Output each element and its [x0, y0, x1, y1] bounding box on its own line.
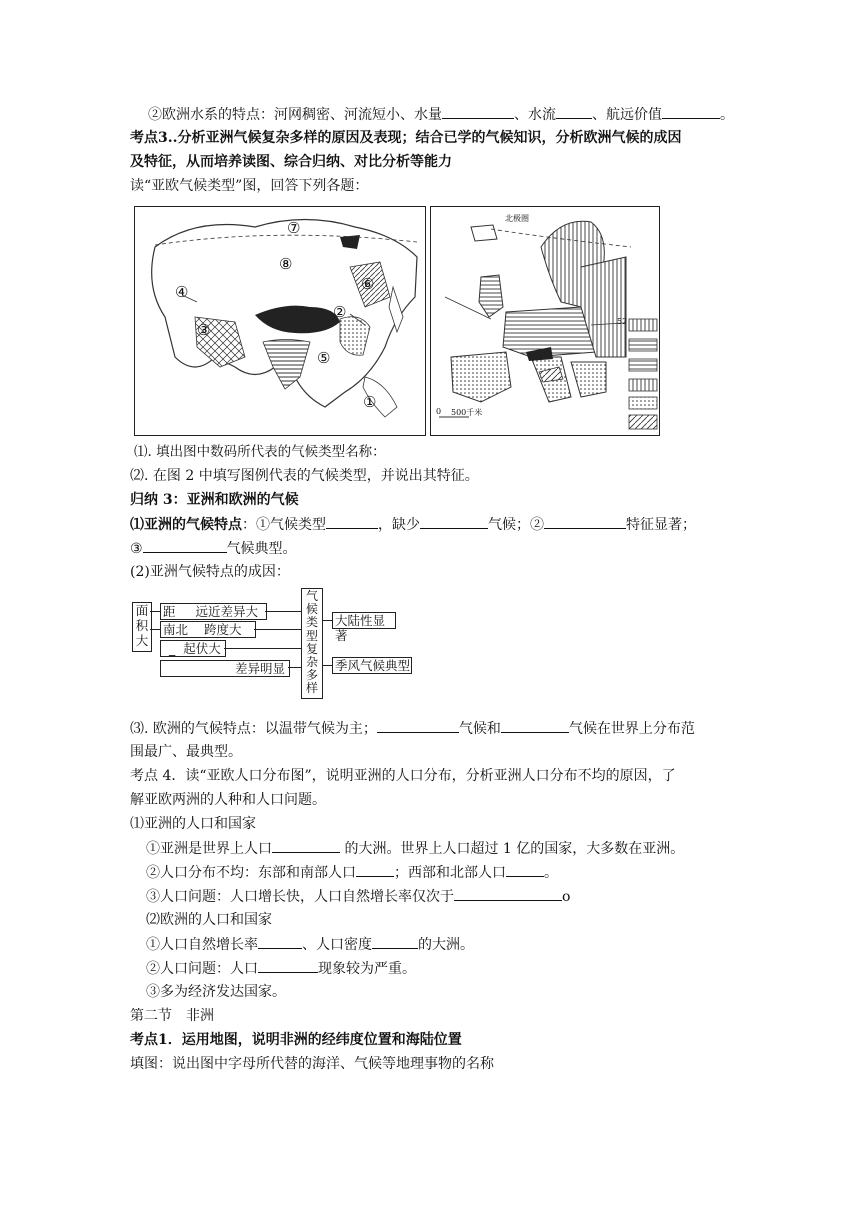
- blank[interactable]: [556, 104, 592, 119]
- blank[interactable]: [377, 718, 459, 733]
- text-line-12: 围最广、最典型。: [130, 744, 242, 760]
- asia-climate-map: [134, 206, 426, 436]
- question-1: ⑴. 填出图中数码所代表的气候类型名称：: [134, 444, 386, 460]
- question-2: ⑵. 在图 2 中填写图例代表的气候类型，并说出其特征。: [130, 468, 479, 484]
- instruction-line: 读“亚欧气候类型”图，回答下列各题：: [130, 178, 369, 194]
- summary-3-title: 归纳 3：亚洲和欧洲的气候: [130, 492, 299, 508]
- blank[interactable]: [544, 514, 626, 529]
- text-line-17: ②人口分布不均：东部和南部人口 ；西部和北部人口 。: [146, 862, 558, 883]
- blank[interactable]: [326, 514, 378, 529]
- blank[interactable]: [662, 104, 720, 119]
- north-south-box: 南北 跨度大: [160, 621, 256, 638]
- exam-point-4-cont: 解亚欧两洲的人种和人口问题。: [130, 792, 326, 808]
- climate-label-6: ⑥: [361, 275, 375, 293]
- text-line-9: ③ 气候典型。: [130, 538, 297, 559]
- section-africa: 第二节 非洲: [130, 1008, 214, 1024]
- europe-population-heading: ⑵欧洲的人口和国家: [146, 912, 272, 928]
- climate-label-4: ④: [175, 283, 189, 301]
- scale-zero: 0: [436, 407, 442, 416]
- blank[interactable]: [442, 104, 514, 119]
- climate-label-8: ⑧: [279, 255, 293, 273]
- europe-climate-map: [430, 206, 660, 436]
- blank[interactable]: [506, 862, 544, 877]
- scale-label: 500千米: [451, 408, 483, 417]
- climate-label-7: ⑦: [287, 219, 301, 237]
- climate-label-5: ⑤: [317, 349, 331, 367]
- center-box: 气 候 类 型 复 杂 多 样: [301, 588, 323, 699]
- climate-label-3: ③: [197, 321, 211, 339]
- arctic-circle-label: 北极圈: [505, 214, 529, 223]
- asia-population-heading: ⑴亚洲的人口和国家: [130, 816, 256, 832]
- blank[interactable]: [356, 862, 394, 877]
- area-box: 面 积 大: [132, 602, 152, 652]
- text-line-21: ②人口问题：人口 现象较为严重。: [146, 958, 416, 979]
- blank[interactable]: [272, 838, 340, 853]
- latitude-label: 52: [617, 317, 628, 326]
- exam-point-3-title-cont: 及特征，从而培养读图、综合归纳、对比分析等能力: [130, 154, 452, 170]
- africa-exam-point-1: 考点1．运用地图，说明非洲的经纬度位置和海陆位置: [130, 1032, 462, 1048]
- text-line-18: ③人口问题：人口增长快，人口自然增长率仅次于 o: [146, 886, 570, 907]
- text-line-8: ⑴亚洲的气候特点：①气候类型 ，缺少 气候；② 特征显著；: [130, 514, 696, 535]
- difference-box: 差异明显: [160, 660, 290, 677]
- text-line-16: ①亚洲是世界上人口 的大洲。世界上人口超过 1 亿的国家，大多数在亚洲。: [146, 838, 684, 859]
- blank[interactable]: [372, 934, 418, 949]
- climate-label-2: ②: [333, 303, 347, 321]
- relief-box: _ 起伏大: [160, 640, 226, 657]
- climate-label-1: ①: [363, 393, 377, 411]
- exam-point-3-title: 考点3..分析亚洲气候复杂多样的原因及表现；结合已学的气候知识，分析欧洲气候的成因: [130, 130, 682, 146]
- blank[interactable]: [258, 934, 302, 949]
- blank[interactable]: [420, 514, 488, 529]
- text-line-1: ②欧洲水系的特点：河网稠密、河流短小、水量 、水流 、航远价值 。: [148, 104, 734, 125]
- text-line-11: ⑶. 欧洲的气候特点：以温带气候为主； 气候和 气候在世界上分布范: [130, 718, 695, 739]
- blank[interactable]: [258, 958, 318, 973]
- continental-box: 大陆性显著: [332, 612, 396, 629]
- blank[interactable]: [143, 538, 227, 553]
- distance-box: 距 远近差异大: [160, 603, 267, 620]
- monsoon-box: 季风气候典型: [332, 657, 412, 674]
- exam-point-4: 考点 4．读“亚欧人口分布图”，说明亚洲的人口分布，分析亚洲人口分布不均的原因，了: [130, 768, 676, 784]
- text-line-20: ①人口自然增长率 、人口密度 的大洲。: [146, 934, 474, 955]
- text-line-22: ③多为经济发达国家。: [146, 984, 286, 1000]
- blank[interactable]: [501, 718, 569, 733]
- africa-fill-instruction: 填图：说出图中字母所代替的海洋、气候等地理事物的名称: [130, 1056, 494, 1072]
- asia-map-drawing: [135, 207, 425, 435]
- text-line-10: (2)亚洲气候特点的成因：: [130, 564, 290, 580]
- blank[interactable]: [454, 886, 562, 901]
